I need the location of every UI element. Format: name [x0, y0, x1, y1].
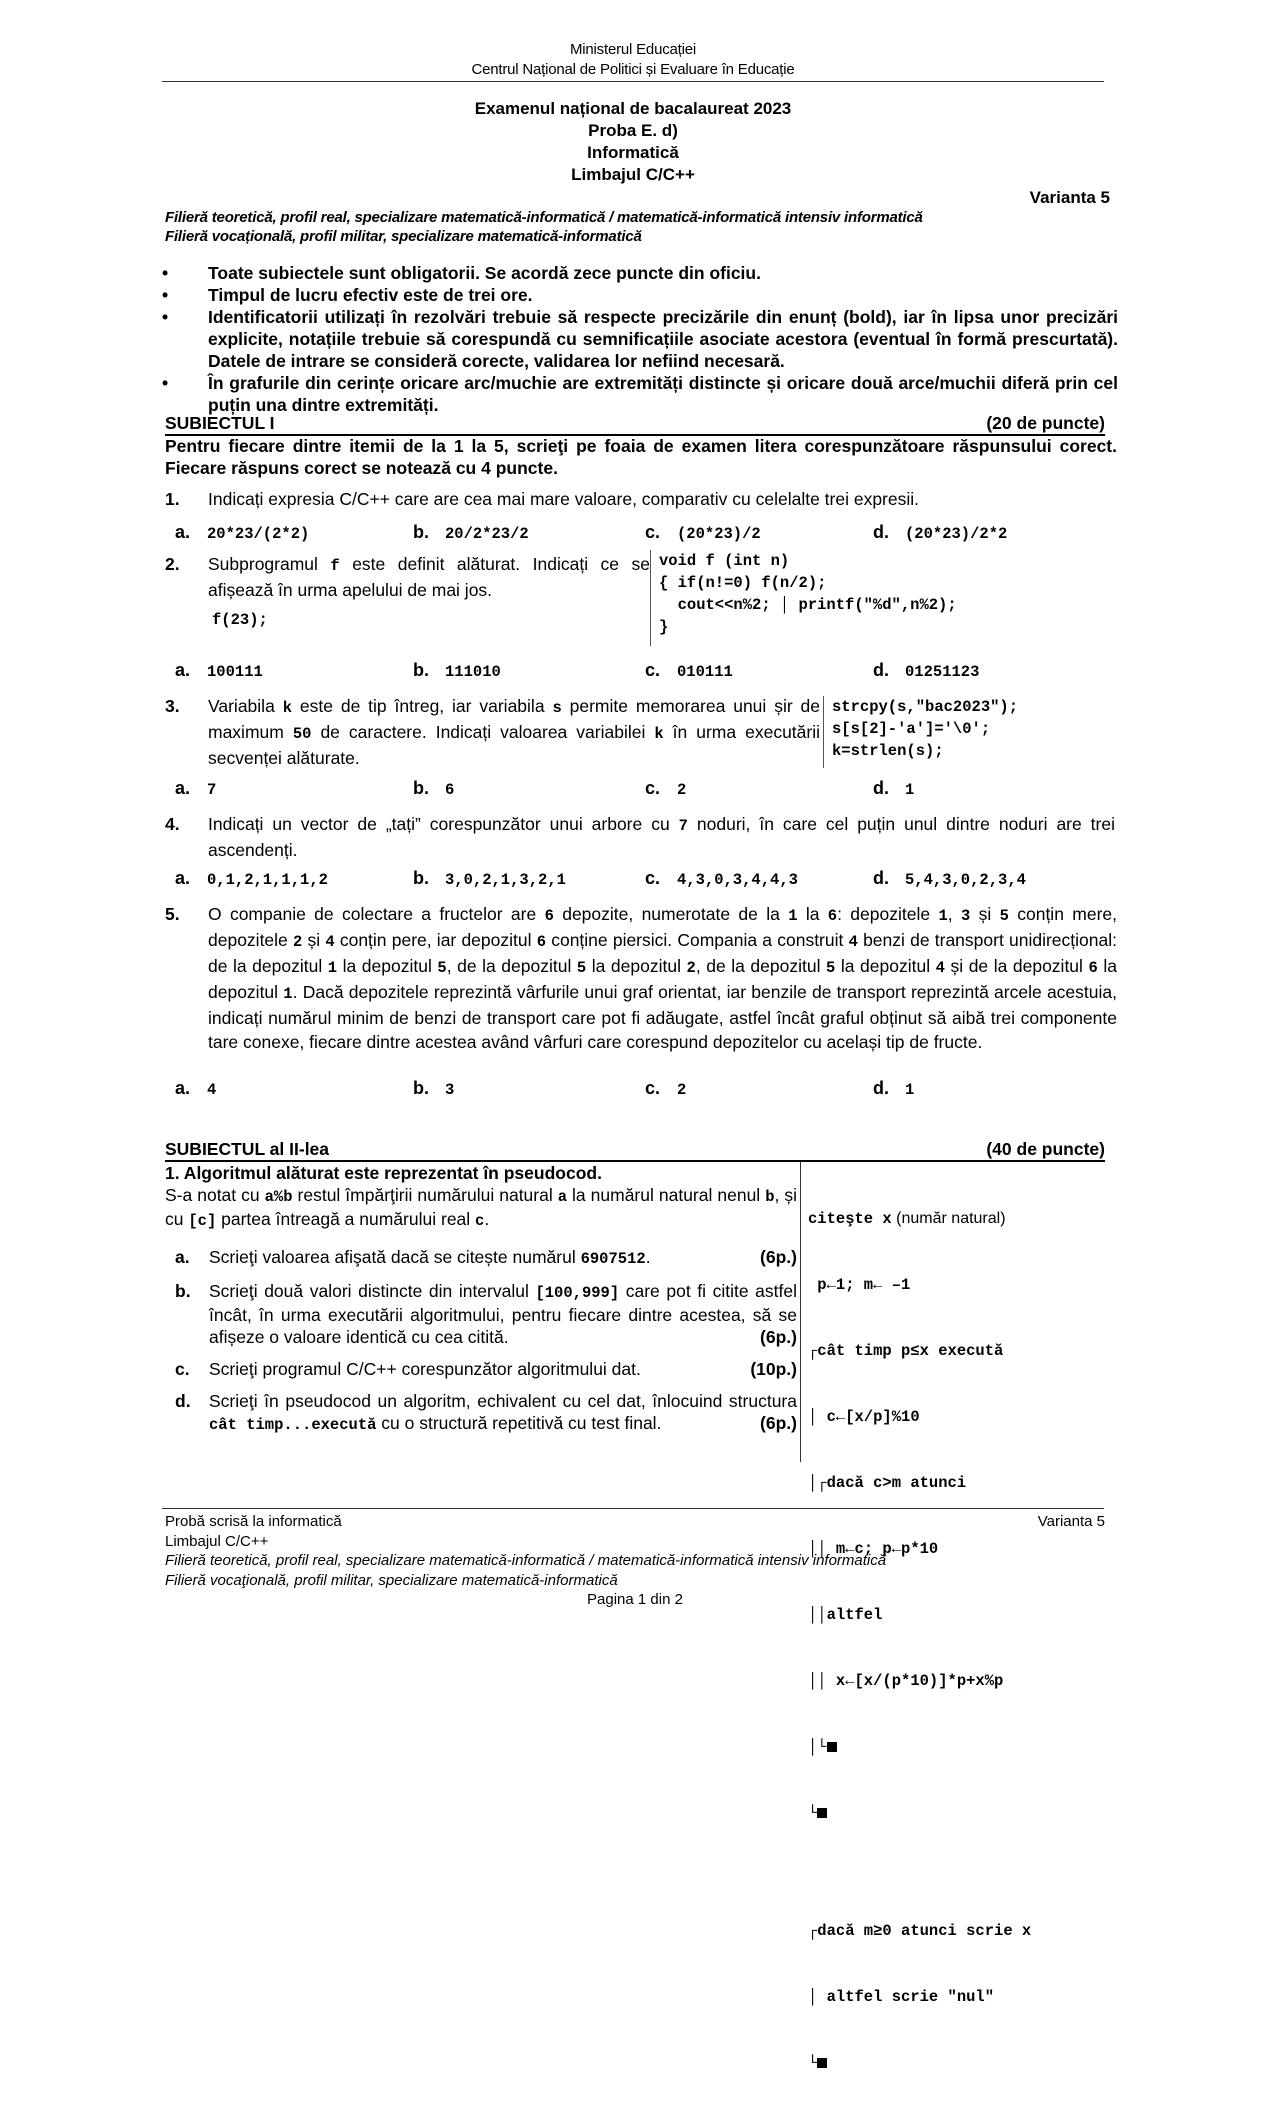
code-line: strcpy(s,"bac2023"); — [832, 698, 1019, 716]
pseudo-line: ││ m←c; p←p*10 — [808, 1540, 939, 1558]
option-a[interactable] — [175, 660, 413, 681]
text-run: la — [797, 904, 828, 924]
option-value: 01251123 — [905, 663, 980, 681]
option-d[interactable] — [873, 868, 1026, 889]
question-number: 2. — [165, 554, 180, 574]
variant-label: Varianta 5 — [1029, 188, 1110, 207]
pseudo-line: │ altfel scrie "nul" — [808, 1988, 995, 2006]
question-text — [208, 552, 650, 602]
pseudo-note: (număr natural) — [891, 1210, 1006, 1227]
subitem-points: (6p.) — [760, 1413, 797, 1433]
text-run: la depozitul — [586, 956, 687, 976]
code-var: 4 — [325, 933, 335, 951]
section-title: SUBIECTUL I — [165, 413, 275, 433]
question-2-options — [175, 660, 1115, 681]
filiera-block — [165, 208, 923, 246]
code-var: 4 — [848, 933, 858, 951]
text-run: în urma executării secvenței alăturate. — [208, 722, 821, 768]
item-description — [165, 1184, 797, 1232]
option-c[interactable] — [645, 660, 873, 681]
question-3-options — [175, 778, 1115, 799]
question-number: 1. — [165, 489, 180, 509]
text-run: de caractere. Indicați valoarea variabilei — [311, 722, 655, 742]
option-a[interactable] — [175, 778, 413, 799]
option-label: d. — [873, 778, 889, 798]
subject2-item1 — [165, 1162, 797, 1436]
text-run: la depozitul — [835, 956, 936, 976]
text-run: restul împărţirii numărului natural — [292, 1185, 558, 1205]
option-label: b. — [413, 778, 429, 798]
code-var: 6 — [544, 907, 554, 925]
option-value: 111010 — [445, 663, 501, 681]
option-value: (20*23)/2 — [677, 525, 761, 543]
option-label: a. — [175, 868, 191, 888]
option-label: d. — [873, 660, 889, 680]
text-run: și — [970, 904, 1000, 924]
rule-text: Toate subiectele sunt obligatorii. Se acordă zece puncte din oficiu. — [208, 263, 761, 283]
text-run: . — [484, 1209, 490, 1229]
option-value: 3,0,2,1,3,2,1 — [445, 871, 566, 889]
footer-text: Filieră vocaţională, profil militar, specializare matematică-informatică — [165, 1571, 618, 1589]
code-var: 6907512 — [580, 1250, 646, 1268]
subject2-heading — [165, 1138, 1105, 1162]
item-lead: 1. Algoritmul alăturat este reprezentat în pseudocod. — [165, 1163, 602, 1183]
text-run: , și cu — [165, 1185, 797, 1229]
text-run: , de la depozitul — [695, 956, 827, 976]
question-text — [208, 812, 1115, 862]
question-1-options — [175, 522, 1115, 543]
option-label: d. — [873, 522, 889, 542]
option-b[interactable] — [413, 660, 645, 681]
subject1-heading — [165, 412, 1105, 436]
subitem-text — [209, 1390, 797, 1436]
option-d[interactable] — [873, 522, 1007, 543]
question-number: 4. — [165, 814, 180, 834]
text-run: este de tip întreg, iar variabila — [292, 696, 553, 716]
question-1 — [165, 487, 1115, 511]
text-run: . Dacă depozitele reprezintă vârfurile unui graf orientat, iar benzile de transport reprezintă arcele acestuia, indicați numărul minim de benzi de transport care pot fi adăugate, astfel încât graful obținut să aibă trei componente tare conexe, fiecare dintre acestea având vârfuri care corespund depozitelor cu același tip de fructe. — [208, 982, 1117, 1052]
subitem-c — [165, 1358, 797, 1380]
exam-title — [162, 98, 1104, 186]
pseudocode-block — [808, 1164, 1031, 2118]
text-run: S-a notat cu — [165, 1185, 265, 1205]
question-number: 5. — [165, 904, 180, 924]
footer-row — [165, 1512, 1105, 1532]
footer-divider — [162, 1508, 1104, 1509]
code-var: 50 — [292, 725, 312, 743]
code-var: 3 — [960, 907, 971, 925]
general-rules — [160, 262, 1118, 416]
option-b[interactable] — [413, 522, 645, 543]
subitem-points: (10p.) — [750, 1359, 797, 1379]
pseudo-code: └ — [808, 1804, 818, 1822]
text-run: conțin mere, depozitele — [208, 904, 1117, 950]
title-line: Limbajul C/C++ — [571, 165, 695, 184]
option-c[interactable] — [645, 868, 873, 889]
option-value: 010111 — [677, 663, 733, 681]
option-label: b. — [413, 660, 429, 680]
rule-text: Identificatorii utilizați în rezolvări trebuie să respecte precizările din enunț (bold), iar în lipsa unor precizări explicite, notațiile trebuie să corespundă cu semnificațiile asociate acestora (eventual în formă prescurtată). Datele de intrare se consideră corecte, validarea lor nefiind necesară. — [208, 307, 1118, 371]
title-line: Informatică — [587, 143, 679, 162]
option-value: 100111 — [207, 663, 263, 681]
option-value: 20*23/(2*2) — [207, 525, 310, 543]
text-run: O companie de colectare a fructelor are — [208, 904, 545, 924]
text-run: la numărul natural nenul — [567, 1185, 766, 1205]
question-text — [208, 902, 1117, 1054]
code-var: [100,999] — [535, 1284, 620, 1302]
text-run: . — [645, 1247, 651, 1267]
code-line: k=strlen(s); — [832, 742, 944, 760]
question-text — [208, 694, 820, 770]
option-label: a. — [175, 660, 191, 680]
text-run: care pot fi citite astfel încât, în urma executării algoritmului, pentru fiecare dintre acestea, să se afișeze o valoare identică cu cea citită. — [209, 1281, 797, 1347]
option-value: 1 — [905, 781, 915, 799]
column-divider — [800, 1162, 801, 1462]
subitem-b — [165, 1280, 797, 1348]
text-run: Scrieţi valoarea afişată dacă se citește numărul — [209, 1247, 581, 1267]
question-text: Indicați expresia C/C++ care are cea mai mare valoare, comparativ cu celelalte trei expresii. — [208, 489, 920, 509]
option-value: 3 — [445, 1081, 455, 1099]
pseudo-line — [808, 2052, 1031, 2074]
code-var: c — [475, 1212, 485, 1230]
option-c[interactable] — [645, 1078, 873, 1099]
option-label: a. — [175, 522, 191, 542]
code-var: 5 — [826, 959, 836, 977]
center-name: Centrul Național de Politici și Evaluare în Educație — [471, 61, 795, 78]
text-run: și — [302, 930, 326, 950]
header-divider — [162, 81, 1104, 82]
question-5-options — [175, 1078, 1115, 1099]
code-line: void f (int n) — [659, 552, 790, 570]
text-run: cu o structură repetitivă cu test final. — [376, 1413, 662, 1433]
code-block-q2 — [650, 550, 957, 646]
option-label: c. — [645, 522, 661, 542]
option-c[interactable] — [645, 522, 873, 543]
option-value: 20/2*23/2 — [445, 525, 529, 543]
subitem-text — [209, 1280, 797, 1348]
block-end-icon — [827, 1742, 837, 1752]
text-run: Scrieţi în pseudocod un algoritm, echivalent cu cel dat, înlocuind structura — [209, 1391, 797, 1411]
option-label: b. — [413, 1078, 429, 1098]
option-label: c. — [645, 868, 661, 888]
pseudo-code: │└ — [808, 1738, 827, 1756]
option-d[interactable] — [873, 778, 914, 799]
text-run: noduri, în care cel puțin unul dintre noduri are trei ascendenți. — [208, 814, 1115, 860]
code-var: 5 — [999, 907, 1009, 925]
option-value: 4,3,0,3,4,4,3 — [677, 871, 798, 889]
text-run: benzi de transport unidirecțional: de la depozitul — [208, 930, 1117, 976]
code-var: 1 — [788, 907, 798, 925]
title-line: Examenul național de bacalaureat 2023 — [474, 99, 792, 118]
option-a[interactable] — [175, 868, 413, 889]
footer-variant: Varianta 5 — [1037, 1513, 1105, 1530]
option-c[interactable] — [645, 778, 873, 799]
option-b[interactable] — [413, 778, 645, 799]
code-var: s — [552, 699, 562, 717]
code-var: 5 — [576, 959, 587, 977]
option-value: 7 — [207, 781, 217, 799]
footer-text: Filieră teoretică, profil real, specializare matematică-informatică / matematică-informatică intensiv informatică — [165, 1552, 887, 1569]
text-run: este definit alăturat. Indicați ce se afișează în urma apelului de mai jos. — [208, 554, 650, 600]
code-var: [c] — [188, 1212, 217, 1230]
subitem-d — [165, 1390, 797, 1436]
spacer — [808, 1868, 1031, 1876]
option-b[interactable] — [413, 868, 645, 889]
option-a[interactable] — [175, 1078, 413, 1099]
option-value: (20*23)/2*2 — [905, 525, 1008, 543]
text-run: Variabila — [208, 696, 283, 716]
code-var: b — [765, 1188, 775, 1206]
footer-text: Limbajul C/C++ — [165, 1532, 269, 1550]
rule-item — [160, 284, 1118, 306]
rule-text: În grafurile din cerințe oricare arc/muchie are extremități distincte și oricare două arce/muchii diferă prin cel puțin una dintre extremități. — [208, 373, 1118, 415]
rule-text: Timpul de lucru efectiv este de trei ore. — [208, 285, 533, 305]
option-d[interactable] — [873, 660, 979, 681]
code-var: 4 — [935, 959, 945, 977]
subitem-text — [209, 1246, 797, 1270]
option-label: a. — [175, 1078, 191, 1098]
code-var: a — [557, 1188, 568, 1206]
subitem-label: c. — [175, 1359, 190, 1379]
text-run: permite memorarea unui șir de maximum — [208, 696, 821, 742]
pseudo-line: ││ x←[x/(p*10)]*p+x%p — [808, 1672, 1004, 1690]
pseudo-code: citeşte x — [808, 1210, 892, 1228]
pseudo-line — [808, 1208, 1031, 1230]
pseudo-code: └ — [808, 2054, 818, 2072]
option-b[interactable] — [413, 1078, 645, 1099]
code-var: 5 — [437, 959, 447, 977]
function-call: f(23); — [212, 611, 268, 629]
page-header — [162, 40, 1104, 80]
code-line: s[s[2]-'a']='\0'; — [832, 720, 991, 738]
title-line: Proba E. d) — [588, 121, 678, 140]
option-label: b. — [413, 522, 429, 542]
code-var: 6 — [1088, 959, 1098, 977]
section-title: SUBIECTUL al II-lea — [165, 1139, 330, 1159]
option-label: d. — [873, 1078, 889, 1098]
ministry-name: Ministerul Educației — [569, 41, 697, 58]
filiera-line: Filieră teoretică, profil real, specializare matematică-informatică / matematică-informatică intensiv informatică — [165, 209, 923, 226]
pseudo-line: │┌dacă c>m atunci — [808, 1474, 967, 1492]
option-value: 2 — [677, 1081, 687, 1099]
question-3 — [165, 694, 820, 770]
option-value: 6 — [445, 781, 455, 799]
code-var: 1 — [283, 985, 293, 1003]
code-var: cât timp...execută — [209, 1416, 377, 1434]
bullet-icon: • — [162, 373, 169, 393]
code-var: 7 — [678, 817, 688, 835]
option-d[interactable] — [873, 1078, 914, 1099]
text-run: Scrieţi două valori distincte din intervalul — [209, 1281, 536, 1301]
code-var: 2 — [686, 959, 696, 977]
section-points: (40 de puncte) — [986, 1139, 1105, 1159]
block-end-icon — [817, 1808, 827, 1818]
subitem-text — [209, 1358, 797, 1380]
question-2 — [165, 552, 650, 602]
option-label: c. — [645, 778, 661, 798]
option-label: d. — [873, 868, 889, 888]
text-run: partea întreagă a numărului real — [216, 1209, 476, 1229]
option-value: 2 — [677, 781, 687, 799]
subitem-label: b. — [175, 1281, 191, 1301]
text-run: la depozitul — [208, 956, 1117, 1002]
question-4 — [165, 812, 1115, 862]
option-label: c. — [645, 660, 661, 680]
code-var: a%b — [264, 1188, 293, 1206]
code-var: f — [330, 557, 340, 575]
code-line: cout<<n%2; │ printf("%d",n%2); — [659, 596, 957, 614]
code-var: 6 — [536, 933, 547, 951]
text-run: depozite, numerotate de la — [553, 904, 789, 924]
code-var: k — [282, 699, 292, 717]
bullet-icon: • — [162, 285, 169, 305]
pseudo-line: ││altfel — [808, 1606, 883, 1624]
text-run: conțin pere, iar depozitul — [334, 930, 537, 950]
option-label: a. — [175, 778, 191, 798]
subitem-label: a. — [175, 1247, 190, 1267]
subitem-points: (6p.) — [760, 1247, 797, 1267]
subitem-label: d. — [175, 1391, 191, 1411]
text-run: Subprogramul — [208, 554, 331, 574]
section-points: (20 de puncte) — [986, 413, 1105, 433]
code-line: { if(n!=0) f(n/2); — [659, 574, 827, 592]
block-end-icon — [817, 2058, 827, 2068]
option-value: 1 — [905, 1081, 915, 1099]
pseudo-line — [808, 1736, 1031, 1758]
question-number: 3. — [165, 696, 180, 716]
option-a[interactable] — [175, 522, 413, 543]
text-run: conține piersici. Compania a construit — [546, 930, 849, 950]
rule-item — [160, 262, 1118, 284]
text-run: la depozitul — [337, 956, 438, 976]
pseudo-line: ┌dacă m≥0 atunci scrie x — [808, 1922, 1032, 1940]
option-value: 5,4,3,0,2,3,4 — [905, 871, 1026, 889]
question-5 — [165, 902, 1117, 1054]
footer-text: Probă scrisă la informatică — [165, 1513, 342, 1530]
code-var: 1 — [327, 959, 338, 977]
pseudo-line — [808, 1802, 1031, 1824]
text-run: , de la depozitul — [446, 956, 577, 976]
text-run: Scrieţi programul C/C++ corespunzător algoritmului dat. — [209, 1359, 641, 1379]
question-4-options — [175, 868, 1115, 889]
pseudo-line: p←1; m← –1 — [808, 1276, 911, 1294]
page-number: Pagina 1 din 2 — [587, 1591, 683, 1608]
code-var: 6 — [827, 907, 838, 925]
rule-item — [160, 372, 1118, 416]
filiera-line: Filieră vocațională, profil militar, specializare matematică-informatică — [165, 228, 642, 245]
code-line: } — [659, 618, 669, 636]
rule-item — [160, 306, 1118, 372]
page-footer — [165, 1512, 1105, 1610]
text-run: și de la depozitul — [944, 956, 1089, 976]
text-run: : depozitele — [837, 904, 939, 924]
bullet-icon: • — [162, 307, 169, 327]
subitem-a — [165, 1246, 797, 1270]
option-value: 4 — [207, 1081, 217, 1099]
code-var: 2 — [292, 933, 303, 951]
option-label: c. — [645, 1078, 661, 1098]
pseudo-line: ┌cât timp p≤x execută — [808, 1342, 1004, 1360]
subitem-points: (6p.) — [760, 1327, 797, 1347]
code-var: 1 — [938, 907, 948, 925]
bullet-icon: • — [162, 263, 169, 283]
subject1-instructions: Pentru fiecare dintre itemii de la 1 la 5, scrieţi pe foaia de examen litera corespunzătoare răspunsului corect. Fiecare răspuns corect se notează cu 4 puncte. — [165, 436, 1117, 478]
text-run: Indicați un vector de „tați” corespunzător unui arbore cu — [208, 814, 679, 834]
option-value: 0,1,2,1,1,1,2 — [207, 871, 328, 889]
code-block-q3 — [823, 696, 1018, 768]
text-run: , — [947, 904, 961, 924]
code-var: k — [654, 725, 664, 743]
option-label: b. — [413, 868, 429, 888]
pseudo-line: │ c←[x/p]%10 — [808, 1408, 920, 1426]
